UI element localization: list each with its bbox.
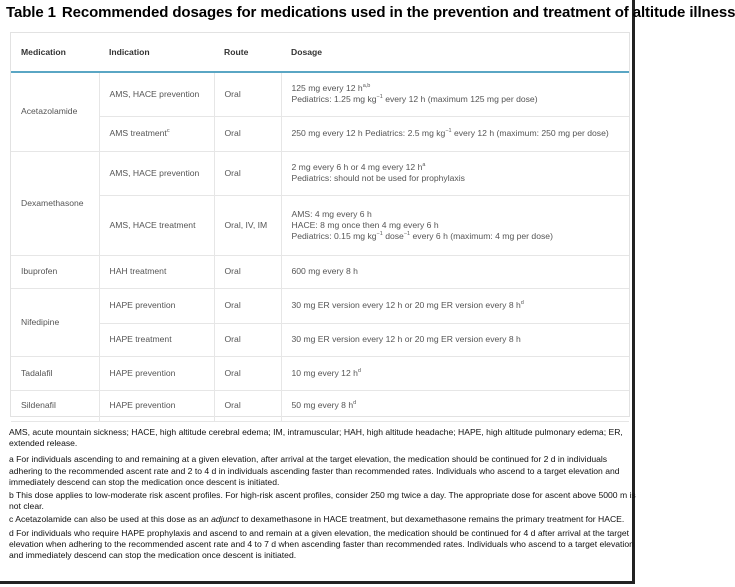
dosage-cell: 250 mg every 12 h Pediatrics: 2.5 mg $kg^{-1}$ every 12 h (maximum: 250 mg per dose) <box>281 116 629 151</box>
medication-cell: Dexamethasone <box>11 151 99 255</box>
column-header-dosage: Dosage <box>281 33 629 72</box>
table-row <box>11 116 629 151</box>
medication-cell: Sildenafil <box>11 390 99 421</box>
column-header-indication: Indication <box>99 33 214 72</box>
dosage-cell: 30 mg ER version every 12 h or 20 mg ER version every 8 $h^d$ <box>281 288 629 323</box>
table-header-row <box>11 33 629 72</box>
footnote-d: d For individuals who require HAPE prophylaxis and ascend to and remain at a given elevation, the medication should be continued for 4 d after arrival at the target elevation when adhering to the recommended ascent rate and 4 to 7 d when ascending faster than recommended rates. Individuals who ascend to a target elevation and immediately descend can stop the medication once descent is initiated. <box>9 527 634 561</box>
table-row <box>11 390 629 421</box>
dosage-table-card <box>10 32 630 417</box>
table-label: Table 1 <box>6 4 56 21</box>
medication-cell: Acetazolamide <box>11 72 99 151</box>
route-cell: Oral <box>214 288 281 323</box>
indication-cell: HAPE prevention <box>99 288 214 323</box>
table-row <box>11 195 629 255</box>
indication-cell: AMS, HACE prevention <box>99 72 214 116</box>
indication-cell: AMS, HACE treatment <box>99 195 214 255</box>
footnote-b: b This dose applies to low-moderate risk ascent profiles. For high-risk ascent profiles, consider 250 mg twice a day. The appropriate dose for ascent above 5000 m is not clear. <box>9 490 636 512</box>
indication-cell: HAH treatment <box>99 255 214 288</box>
column-header-route: Route <box>214 33 281 72</box>
dosage-table <box>11 33 629 422</box>
table-footnotes <box>9 427 636 563</box>
medication-cell: Tadalafil <box>11 356 99 390</box>
route-cell: Oral <box>214 255 281 288</box>
table-row <box>11 323 629 356</box>
dosage-cell: 125 mg every 12 $h^{a,b}$ Pediatrics: 1.25 mg $kg^{-1}$ every 12 h (maximum 125 mg per dose) <box>281 72 629 116</box>
route-cell: Oral <box>214 72 281 116</box>
route-cell: Oral <box>214 356 281 390</box>
footnote-c: c Acetazolamide can also be used at this dose as an adjunct to dexamethasone in HACE treatment, but dexamethasone remains the primary treatment for HACE. <box>9 514 625 525</box>
indication-cell: HAPE prevention <box>99 390 214 421</box>
route-cell: Oral <box>214 116 281 151</box>
route-cell: Oral <box>214 151 281 195</box>
table-row <box>11 356 629 390</box>
dosage-cell: AMS: 4 mg every 6 h HACE: 8 mg once then 4 mg every 6 h Pediatrics: 0.15 mg $kg^{-1}$ dose$^{-1}$ every 6 h (maximum: 4 mg per dose) <box>281 195 629 255</box>
table-row <box>11 255 629 288</box>
indication-cell: HAPE treatment <box>99 323 214 356</box>
column-header-medication: Medication <box>11 33 99 72</box>
route-cell: Oral, IV, IM <box>214 195 281 255</box>
dosage-cell: 10 mg every 12 $h^d$ <box>281 356 629 390</box>
dosage-cell: 50 mg every 8 $h^d$ <box>281 390 629 421</box>
table-row <box>11 72 629 116</box>
medication-cell: Nifedipine <box>11 288 99 356</box>
indication-cell: AMS treatment$^c$ <box>99 116 214 151</box>
dosage-cell: 600 mg every 8 h <box>281 255 629 288</box>
table-row <box>11 288 629 323</box>
route-cell: Oral <box>214 390 281 421</box>
abbreviations-note: AMS, acute mountain sickness; HACE, high altitude cerebral edema; IM, intramuscular; HAH, high altitude headache; HAPE, high altitude pulmonary edema; ER, extended release. <box>9 427 623 449</box>
medication-cell: Ibuprofen <box>11 255 99 288</box>
dosage-cell: 30 mg ER version every 12 h or 20 mg ER version every 8 h <box>281 323 629 356</box>
footnote-a: a For individuals ascending to and remaining at a given elevation, after arrival at the target elevation, the medication should be continued for 2 d in individuals adhering to the recommended ascent rate and 2 to 4 d in individuals ascending faster than recommended rates. Individuals who ascend to a target elevation and immediately descend can stop the medication once descent is initiated. <box>9 454 620 487</box>
indication-cell: HAPE prevention <box>99 356 214 390</box>
route-cell: Oral <box>214 323 281 356</box>
indication-cell: AMS, HACE prevention <box>99 151 214 195</box>
table-row <box>11 151 629 195</box>
table-title <box>6 4 735 21</box>
dosage-cell: 2 mg every 6 h or 4 mg every 12 $h^a$ Pediatrics: should not be used for prophylaxis <box>281 151 629 195</box>
table-caption: Recommended dosages for medications used in the prevention and treatment of altitude illness <box>61 4 735 21</box>
